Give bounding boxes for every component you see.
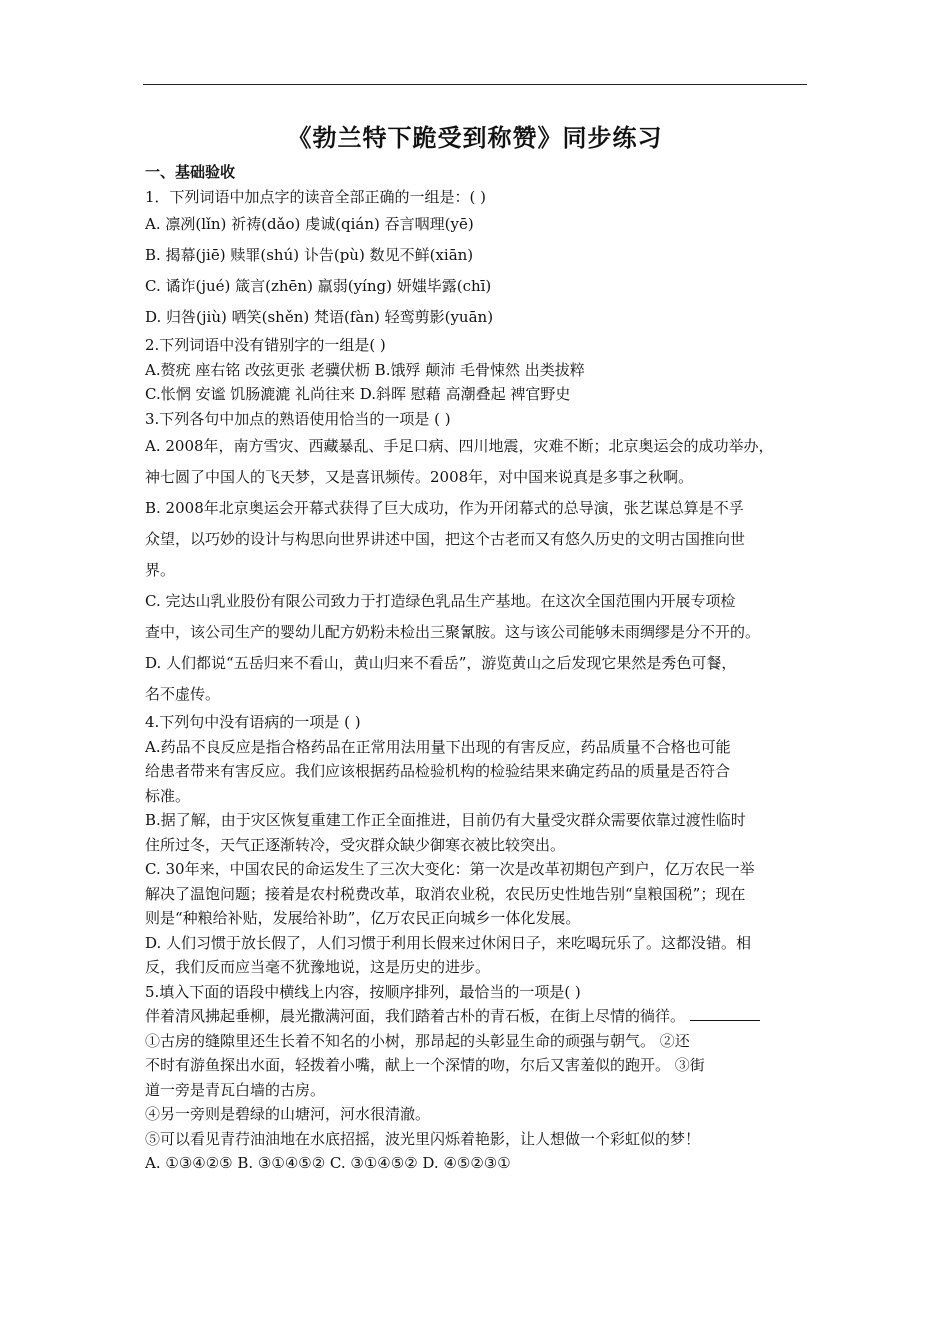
question-5-passage-line: 不时有游鱼探出水面，轻拨着小嘴，献上一个深情的吻，尔后又害羞似的跑开。 ③街: [145, 1056, 705, 1074]
question-4-stem: 4.下列句中没有语病的一项是 ( ): [145, 713, 361, 731]
question-3-option-a-line: A. 2008年，南方雪灾、西藏暴乱、手足口病、四川地震，灾难不断；北京奥运会的成功举办，: [145, 437, 774, 455]
question-3-option-c-line: 查中，该公司生产的婴幼儿配方奶粉未检出三聚氰胺。这与该公司能够未雨绸缪是分不开的。: [145, 623, 761, 641]
question-5-passage-line: ①古房的缝隙里还生长着不知名的小树，那昂起的头彰显生命的顽强与朝气。 ②还: [145, 1031, 690, 1050]
question-4-option-d-line: 反，我们反而应当毫不犹豫地说，这是历史的进步。: [145, 958, 491, 976]
question-4-option-c-line: 则是“种粮给补贴，发展给补助”，亿万农民正向城乡一体化发展。: [145, 909, 581, 927]
question-3-option-b-line: B. 2008年北京奥运会开幕式获得了巨大成功，作为开闭幕式的总导演，张艺谋总算是不孚: [145, 499, 744, 517]
question-4-option-c-line: C. 30年来，中国农民的命运发生了三次大变化：第一次是改革初期包产到户，亿万农民一举: [145, 860, 755, 878]
question-3-option-d-line: 名不虚传。: [145, 685, 221, 703]
document-body: [145, 160, 815, 1176]
question-4-option-a-line: A.药品不良反应是指合格药品在正常用法用量下出现的有害反应，药品质量不合格也可能: [145, 737, 731, 756]
question-5-choices: A. ①③④②⑤ B. ③①④⑤② C. ③①④⑤② D. ④⑤②③①: [145, 1154, 511, 1172]
question-2-options-cd: C.怅惘 安谧 饥肠漉漉 礼尚往来 D.斜晖 慰藉 高潮叠起 裨官野史: [145, 385, 571, 403]
header-rule: [143, 84, 807, 85]
question-1-stem: 1．下列词语中加点字的读音全部正确的一组是：( ): [145, 187, 487, 206]
fill-in-blank: [690, 1006, 760, 1021]
question-3-option-c-line: C. 完达山乳业股份有限公司致力于打造绿色乳品生产基地。在这次全国范围内开展专项检: [145, 592, 736, 610]
question-4-option-a-line: 给患者带来有害反应。我们应该根据药品检验机构的检验结果来确定药品的质量是否符合: [145, 762, 731, 780]
question-3-stem: 3.下列各句中加点的熟语使用恰当的一项是 ( ): [145, 409, 451, 428]
question-5-passage-line: ⑤可以看见青荇油油地在水底招摇，波光里闪烁着艳影，让人想做一个彩虹似的梦！: [145, 1129, 701, 1148]
question-1-option-d: D. 归咎(jiù) 哂笑(shěn) 梵语(fàn) 轻鸾剪影(yuān): [145, 308, 494, 326]
question-5-passage-line: 道一旁是青瓦白墙的古房。: [145, 1080, 326, 1099]
question-4-option-b-line: B.据了解，由于灾区恢复重建工作正全面推进，目前仍有大量受灾群众需要依靠过渡性临时: [145, 811, 746, 829]
question-1-option-b: B. 揭幕(jiē) 赎罪(shú) 讣告(pù) 数见不鲜(xiān): [145, 246, 474, 264]
question-5-passage-text: 伴着清风拂起垂柳，晨光撒满河面，我们踏着古朴的青石板，在街上尽情的徜徉。: [145, 1007, 686, 1025]
question-4-option-a-line: 标准。: [145, 786, 191, 805]
question-3-option-d-line: D. 人们都说“五岳归来不看山，黄山归来不看岳”，游览黄山之后发现它果然是秀色可餐，: [145, 654, 737, 672]
question-5-stem: 5.填入下面的语段中横线上内容，按顺序排列，最恰当的一项是( ): [145, 982, 581, 1001]
question-4-option-c-line: 解决了温饱问题；接着是农村税费改革，取消农业税，农民历史性地告别“皇粮国税”；现在: [145, 884, 746, 903]
question-5-passage-line: ④另一旁则是碧绿的山塘河，河水很清澈。: [145, 1105, 431, 1123]
question-3-option-b-line: 界。: [145, 561, 176, 579]
question-3-option-a-line: 神七圆了中国人的飞天梦，又是喜讯频传。2008年，对中国来说真是多事之秋啊。: [145, 468, 694, 486]
question-3-option-b-line: 众望，以巧妙的设计与构思向世界讲述中国，把这个古老而又有悠久历史的文明古国推向世: [145, 530, 746, 548]
question-1-option-a: A. 凛冽(lǐn) 祈祷(dǎo) 虔诚(qián) 吞言咽理(yē): [145, 215, 474, 233]
page-title: 《勃兰特下跪受到称赞》同步练习: [287, 124, 663, 152]
question-4-option-d-line: D. 人们习惯于放长假了，人们习惯于利用长假来过休闲日子，来吃喝玩乐了。这都没错。相: [145, 933, 752, 952]
question-1-option-c: C. 谲诈(jué) 箴言(zhēn) 羸弱(yíng) 妍媸毕露(chī): [145, 277, 492, 295]
question-5-passage-line: [145, 1004, 815, 1029]
question-2-options-ab: A.赘疣 座右铭 改弦更张 老骥伏枥 B.饿殍 颠沛 毛骨悚然 出类拔粹: [145, 360, 585, 379]
section-heading: 一、基础验收: [145, 163, 236, 181]
question-2-stem: 2.下列词语中没有错别字的一组是( ): [145, 336, 386, 354]
question-4-option-b-line: 住所过冬，天气正逐渐转冷，受灾群众缺少御寒衣被比较突出。: [145, 835, 566, 854]
